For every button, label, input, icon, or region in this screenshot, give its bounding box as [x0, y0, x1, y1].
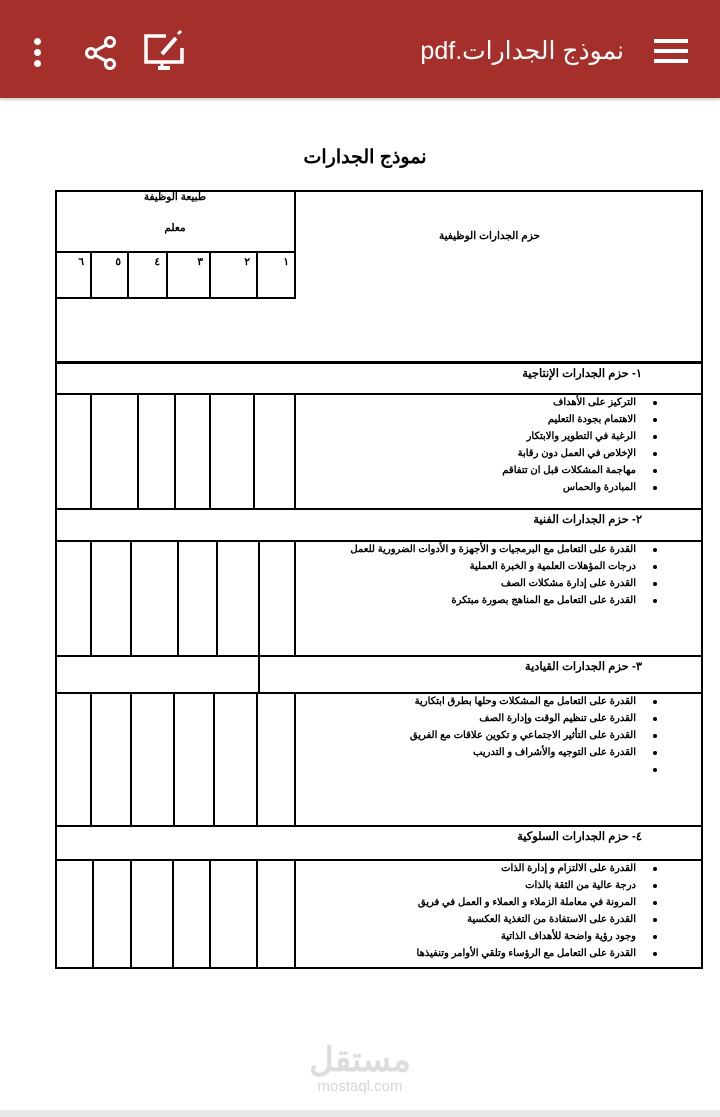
competency-item: وجود رؤية واضحة للأهداف الذاتية [417, 928, 660, 945]
scale-label: ١ [283, 256, 289, 268]
divider [127, 252, 129, 298]
score-column-divider [258, 540, 260, 655]
competency-item [410, 761, 660, 778]
divider [90, 252, 92, 298]
competency-item: القدرة على التعامل مع المشكلات وحلها بطرق ابتكارية [410, 693, 660, 710]
divider [258, 655, 260, 692]
scale-label: ٥ [115, 256, 121, 268]
score-column-divider [256, 859, 258, 968]
score-column-divider [90, 692, 92, 825]
competency-item: التركيز على الأهداف [502, 394, 660, 411]
competency-item: الاهتمام بجودة التعليم [502, 411, 660, 428]
score-column-divider [256, 692, 258, 825]
scale-label: ٢ [244, 256, 250, 268]
competency-item: مهاجمة المشكلات قبل ان تتفاقم [502, 462, 660, 479]
competency-item: القدرة على التعامل مع الرؤساء وتلقي الأوامر وتنفيذها [417, 945, 660, 962]
file-title: نموذج الجدارات.pdf [420, 37, 624, 65]
divider [294, 393, 296, 508]
competency-item: درجة عالية من الثقة بالذات [417, 877, 660, 894]
table-border [701, 190, 703, 969]
score-column-divider [172, 859, 174, 968]
scale-label: ٦ [78, 256, 84, 268]
app-bar [0, 0, 720, 98]
competency-item: القدرة على تنظيم الوقت وإدارة الصف [410, 710, 660, 727]
divider [55, 825, 703, 827]
watermark-logo: مستقل [309, 1041, 411, 1079]
competency-label: حزم الجدارات الوظيفية [439, 230, 540, 242]
score-column-divider [90, 540, 92, 655]
score-column-divider [177, 540, 179, 655]
divider [294, 190, 296, 298]
competency-item: القدرة على التأثير الاجتماعي و تكوين علاقات مع الفريق [410, 727, 660, 744]
competency-item: المرونة في معاملة الزملاء و العملاء و العمل في فريق [417, 894, 660, 911]
section-title: ٣- حزم الجدارات القيادية [524, 661, 642, 673]
score-column-divider [216, 540, 218, 655]
score-column-divider [173, 692, 175, 825]
competency-item: القدرة على الالتزام و إدارة الذات [417, 860, 660, 877]
divider [256, 252, 258, 298]
divider [209, 252, 211, 298]
edit-screen-icon[interactable] [142, 30, 188, 79]
share-icon[interactable] [84, 36, 118, 75]
competency-list [502, 394, 660, 496]
score-column-divider [137, 393, 139, 508]
score-column-divider [174, 393, 176, 508]
divider [294, 540, 296, 655]
competency-list [350, 541, 660, 609]
competency-list [410, 693, 660, 778]
competency-item: المبادرة والحماس [502, 479, 660, 496]
table-border [55, 190, 57, 969]
competency-item: الرغبة في التطوير والابتكار [502, 428, 660, 445]
score-column-divider [209, 859, 211, 968]
job-value: معلم [164, 222, 186, 234]
score-column-divider [130, 540, 132, 655]
competency-item: القدرة على التوجيه والأشراف و التدريب [410, 744, 660, 761]
section-title: ١- حزم الجدارات الإنتاجية [522, 368, 642, 380]
document-title: نموذج الجدارات [303, 147, 427, 168]
divider [294, 692, 296, 825]
divider [166, 252, 168, 298]
competency-item: القدرة على التعامل مع البرمجيات و الأجهزة و الأدوات الضرورية للعمل [350, 541, 660, 558]
watermark-url: mostaql.com [317, 1078, 403, 1095]
competency-item: القدرة على إدارة مشكلات الصف [350, 575, 660, 592]
competency-list [417, 860, 660, 962]
competency-item: القدرة على التعامل مع المناهج بصورة مبتكرة [350, 592, 660, 609]
score-column-divider [213, 692, 215, 825]
menu-icon[interactable] [654, 39, 688, 63]
table-border [55, 967, 703, 969]
score-column-divider [92, 859, 94, 968]
section-title: ٤- حزم الجدارات السلوكية [517, 831, 642, 843]
score-column-divider [130, 692, 132, 825]
score-column-divider [253, 393, 255, 508]
score-column-divider [130, 859, 132, 968]
score-column-divider [90, 393, 92, 508]
divider [294, 859, 296, 968]
score-column-divider [209, 393, 211, 508]
competency-item: القدرة على الاستفادة من التغذية العكسية [417, 911, 660, 928]
scale-label: ٤ [154, 256, 160, 268]
section-title: ٢- حزم الجدارات الفنية [533, 514, 642, 526]
competency-item: درجات المؤهلات العلمية و الخبرة العملية [350, 558, 660, 575]
divider [55, 362, 703, 364]
divider [55, 655, 703, 657]
more-vert-icon[interactable] [34, 38, 42, 68]
divider [55, 508, 703, 510]
bottom-bar [0, 1110, 720, 1117]
competency-item: الإخلاص في العمل دون رقابة [502, 445, 660, 462]
job-nature-label: طبيعة الوظيفة [143, 191, 207, 203]
scale-label: ٣ [197, 256, 203, 268]
